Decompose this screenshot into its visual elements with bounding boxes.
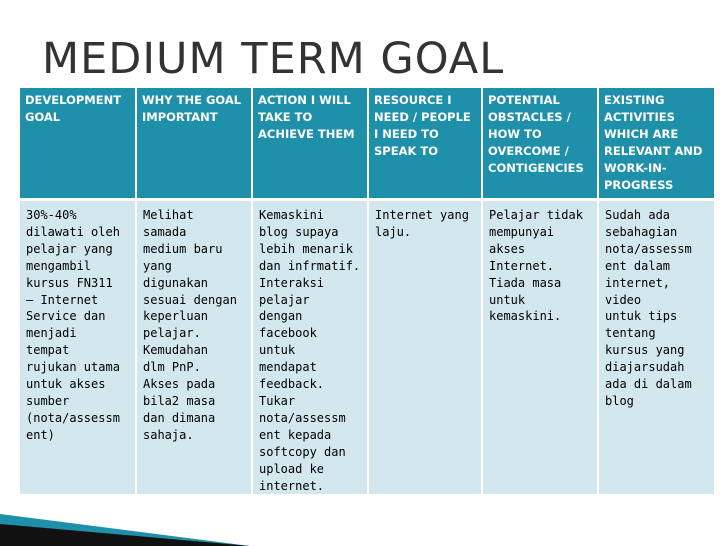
corner-decoration bbox=[0, 506, 250, 546]
cell-resources: Internet yang laju. bbox=[368, 200, 482, 495]
cell-existing-activities: Sudah ada sebahagian nota/assessm ent dalam internet, video untuk tips tentang kursus yang diajarsudah ada di dalam blog bbox=[598, 200, 714, 495]
table-row bbox=[20, 200, 714, 495]
header-resources: RESOURCE I NEED / PEOPLE I NEED TO SPEAK TO bbox=[368, 88, 482, 200]
cell-action: Kemaskini blog supaya lebih menarik dan infrmatif. Interaksi pelajar dengan facebook untuk mendapat feedback. Tukar nota/assessm ent kepada softcopy dan upload ke internet. bbox=[252, 200, 368, 495]
cell-obstacles: Pelajar tidak mempunyai akses Internet. Tiada masa untuk kemaskini. bbox=[482, 200, 598, 495]
header-development-goal: DEVELOPMENT GOAL bbox=[20, 88, 136, 200]
header-existing-activities: EXISTING ACTIVITIES WHICH ARE RELEVANT AND WORK-IN-PROGRESS bbox=[598, 88, 714, 200]
table-header-row bbox=[20, 88, 714, 200]
goal-table bbox=[20, 88, 714, 494]
header-action: ACTION I WILL TAKE TO ACHIEVE THEM bbox=[252, 88, 368, 200]
cell-development-goal: 30%-40% dilawati oleh pelajar yang mengambil kursus FN311 – Internet Service dan menjadi tempat rujukan utama untuk akses sumber (nota/assessm ent) bbox=[20, 200, 136, 495]
cell-why-goal-important: Melihat samada medium baru yang digunakan sesuai dengan keperluan pelajar. Kemudahan dlm PnP. Akses pada bila2 masa dan dimana sahaja. bbox=[136, 200, 252, 495]
header-obstacles: POTENTIAL OBSTACLES / HOW TO OVERCOME / CONTIGENCIES bbox=[482, 88, 598, 200]
header-why-goal-important: WHY THE GOAL IMPORTANT bbox=[136, 88, 252, 200]
slide-title: MEDIUM TERM GOAL bbox=[42, 34, 505, 84]
